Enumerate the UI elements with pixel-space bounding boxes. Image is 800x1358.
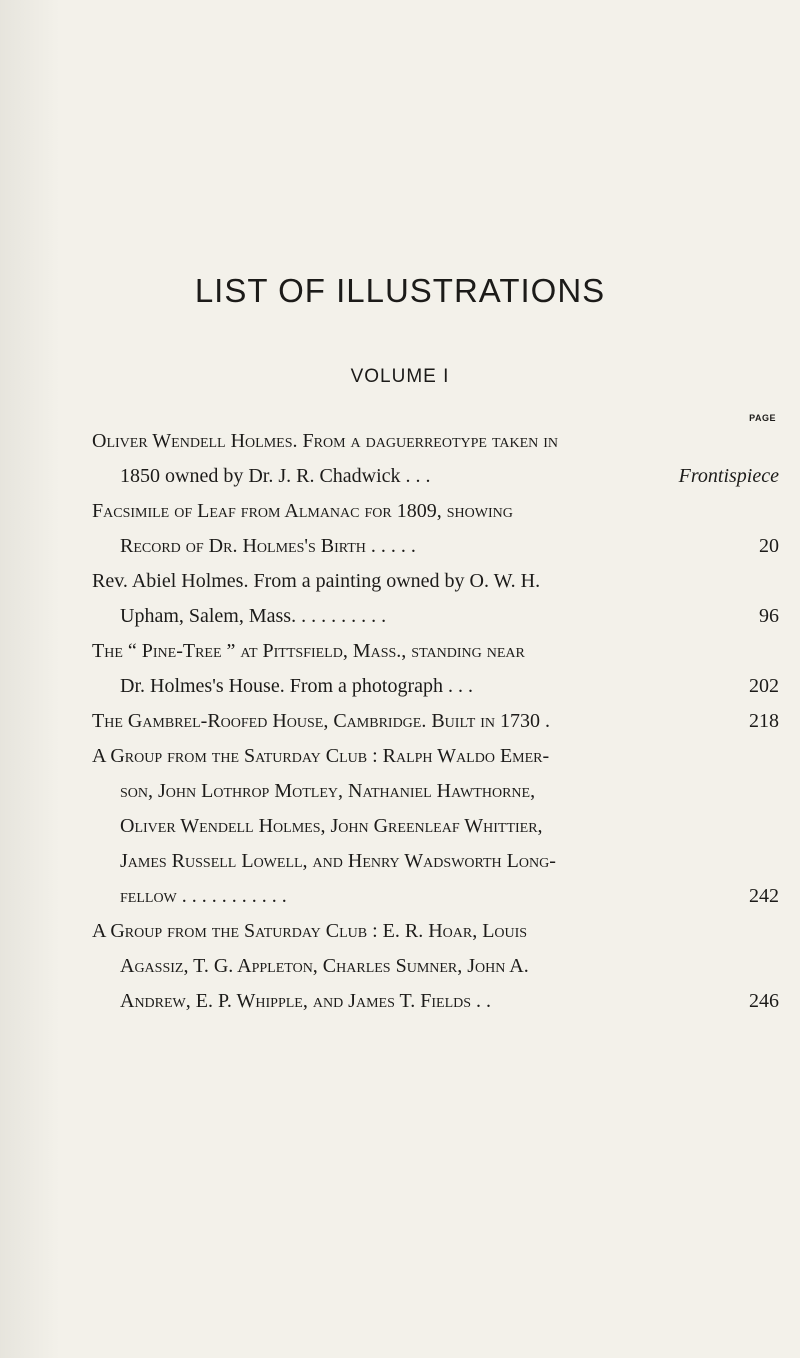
entry-text: Oliver Wendell Holmes. From a daguerreotype taken in bbox=[92, 430, 559, 452]
entry-text: 1850 owned by Dr. J. R. Chadwick . . . bbox=[120, 465, 431, 487]
entry-text: James Russell Lowell, and Henry Wadsworth Long- bbox=[120, 850, 556, 872]
entry-page: 218 bbox=[749, 710, 779, 732]
entry-text: Record of Dr. Holmes's Birth . . . . . bbox=[120, 535, 416, 557]
entry-text: A Group from the Saturday Club : E. R. Hoar, Louis bbox=[92, 920, 528, 942]
list-item bbox=[92, 914, 779, 1019]
list-item bbox=[92, 424, 779, 494]
entry-text: The “ Pine-Tree ” at Pittsfield, Mass., standing near bbox=[92, 640, 525, 662]
entry-text: Dr. Holmes's House. From a photograph . . . bbox=[120, 675, 474, 697]
entry-text: The Gambrel-Roofed House, Cambridge. Built in 1730 . bbox=[92, 710, 551, 732]
illustrations-list bbox=[92, 424, 779, 1019]
entry-text: son, John Lothrop Motley, Nathaniel Hawthorne, bbox=[120, 780, 536, 802]
entry-last-line bbox=[92, 459, 779, 494]
entry-page: 246 bbox=[749, 990, 779, 1012]
entry-text: fellow . . . . . . . . . . . bbox=[120, 885, 287, 907]
list-item bbox=[92, 704, 779, 739]
entry-text: Upham, Salem, Mass. . . . . . . . . . bbox=[120, 605, 387, 627]
page-title: LIST OF ILLUSTRATIONS bbox=[194, 272, 606, 309]
entry-text: Facsimile of Leaf from Almanac for 1809, showing bbox=[92, 500, 513, 522]
list-item bbox=[92, 494, 779, 564]
list-item bbox=[92, 634, 779, 704]
volume-heading: VOLUME I bbox=[350, 366, 450, 387]
entry-page: 20 bbox=[759, 535, 779, 557]
entry-page: 202 bbox=[749, 675, 779, 697]
entry-text: Rev. Abiel Holmes. From a painting owned by O. W. H. bbox=[92, 570, 541, 592]
entry-last-line bbox=[92, 704, 779, 739]
entry-last-line bbox=[92, 529, 779, 564]
entry-text: Andrew, E. P. Whipple, and James T. Fields . . bbox=[120, 990, 492, 1012]
list-item bbox=[92, 564, 779, 634]
entry-last-line bbox=[92, 599, 779, 634]
entry-last-line bbox=[92, 984, 779, 1019]
entry-text: A Group from the Saturday Club : Ralph Waldo Emer- bbox=[92, 745, 550, 767]
entry-page: 242 bbox=[749, 885, 779, 907]
page-column-label: PAGE bbox=[749, 413, 776, 423]
entry-page: 96 bbox=[759, 605, 779, 627]
list-item bbox=[92, 739, 779, 914]
entry-last-line bbox=[92, 879, 779, 914]
entry-text: Agassiz, T. G. Appleton, Charles Sumner, John A. bbox=[120, 955, 529, 977]
entry-page: Frontispiece bbox=[678, 465, 779, 487]
entry-last-line bbox=[92, 669, 779, 704]
entry-text: Oliver Wendell Holmes, John Greenleaf Whittier, bbox=[120, 815, 543, 837]
